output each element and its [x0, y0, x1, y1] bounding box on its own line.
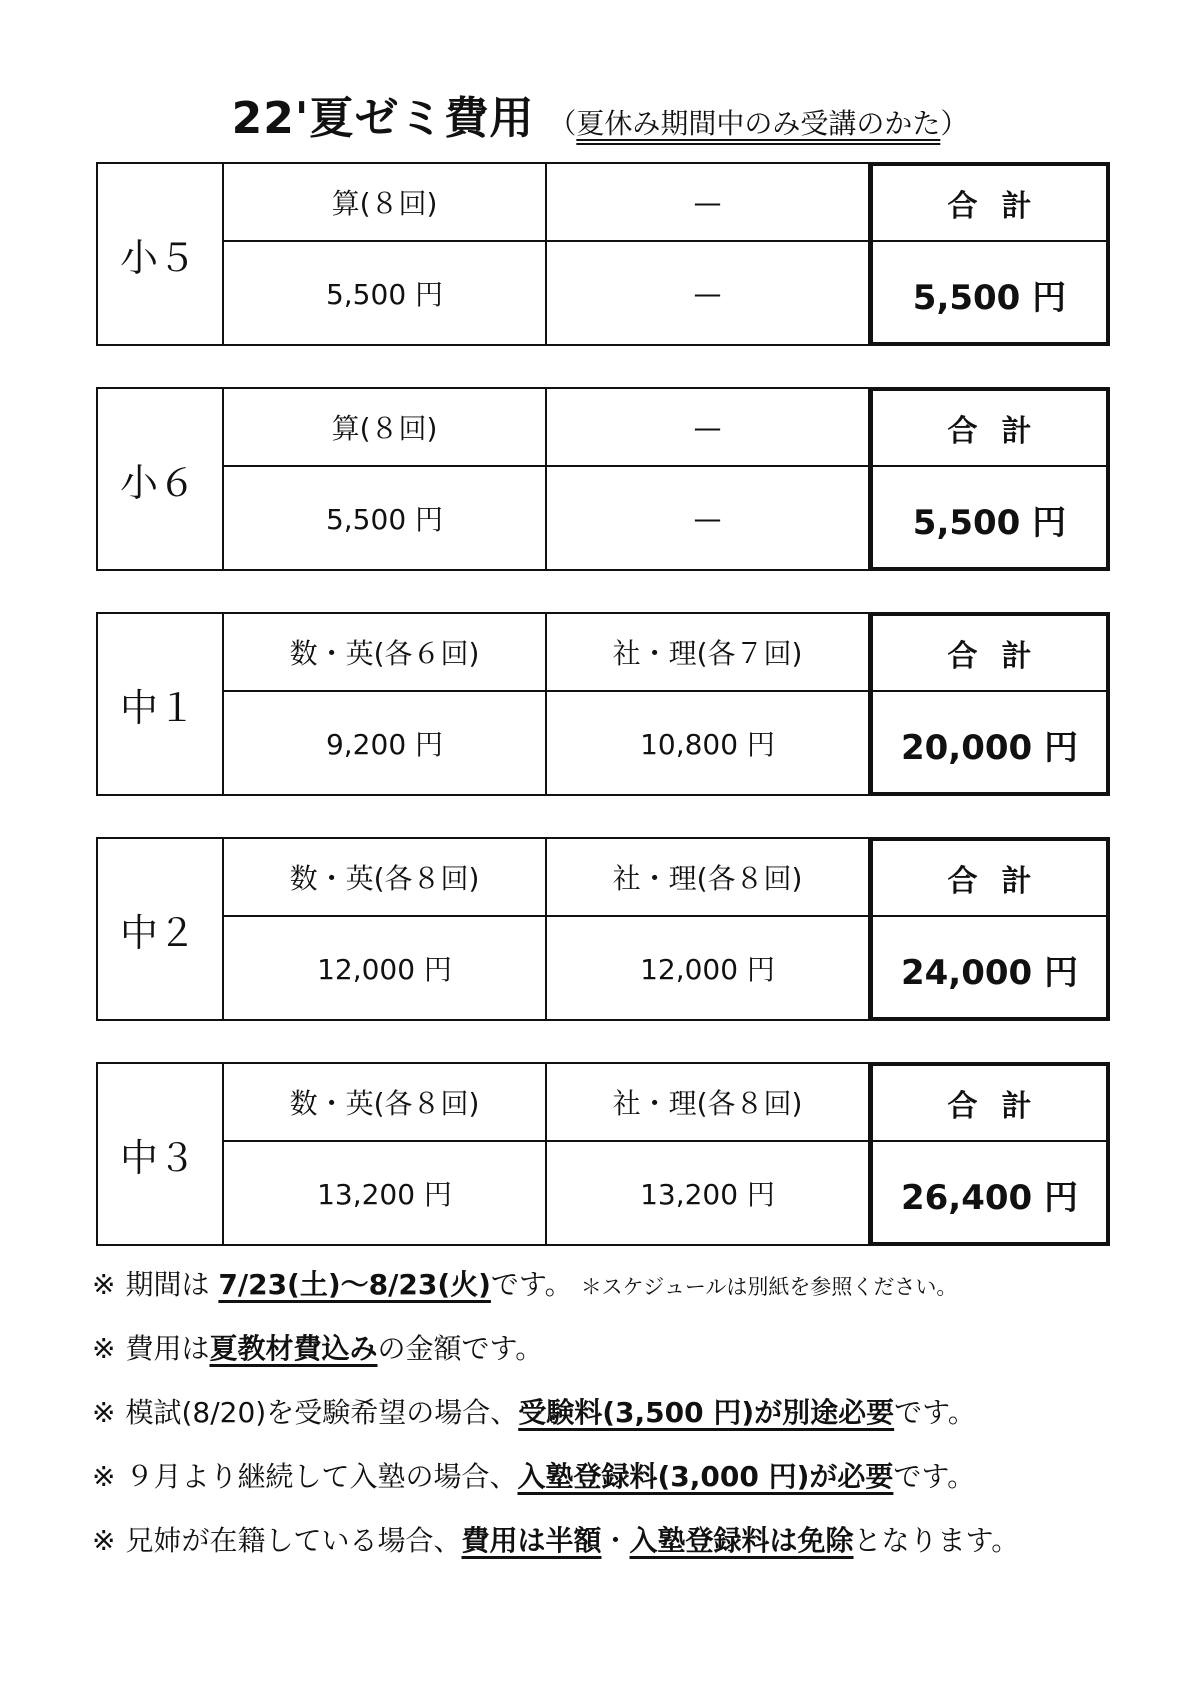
- subject-header-2: 社・理(各８回): [545, 837, 870, 917]
- note-text: の金額です。: [377, 1332, 544, 1365]
- subtitle-open-paren: （: [548, 107, 577, 140]
- total-box: [869, 1062, 1110, 1246]
- subject-fee-2: —: [545, 240, 870, 346]
- total-box: [869, 612, 1110, 796]
- total-label: 合計: [873, 166, 1106, 242]
- subject-fee-1: 5,500 円: [222, 465, 547, 571]
- grade-label: 小６: [96, 387, 222, 571]
- note-separator: ・: [601, 1524, 630, 1557]
- total-box: [869, 387, 1110, 571]
- note-text: です。: [490, 1268, 573, 1301]
- notes-list: [92, 1265, 1182, 1585]
- note-enrollment: [92, 1457, 1182, 1521]
- note-text: 兄姉が在籍している場合、: [125, 1524, 462, 1557]
- note-text: です。: [894, 1396, 976, 1429]
- note-small-text: ＊スケジュールは別紙を参照ください。: [580, 1275, 958, 1299]
- total-value: 5,500 円: [912, 277, 1067, 318]
- subject-header-2: —: [545, 387, 870, 467]
- subtitle-text: 夏休み期間中のみ受講のかた: [576, 107, 941, 140]
- note-highlight: 入塾登録料(3,000 円)が必要: [517, 1460, 894, 1493]
- note-mark: ※: [92, 1332, 116, 1365]
- grade-label: 中２: [96, 837, 222, 1021]
- fee-table-chu2: [96, 837, 1110, 1021]
- fee-table-sho5: [96, 162, 1110, 346]
- total-box: [869, 162, 1110, 346]
- note-sibling-discount: [92, 1521, 1182, 1585]
- total-box: [869, 837, 1110, 1021]
- subject-header-1: 数・英(各８回): [222, 1062, 547, 1142]
- note-highlight-2: 入塾登録料は免除: [629, 1524, 854, 1557]
- fee-table-chu3: [96, 1062, 1110, 1246]
- subject-header-2: 社・理(各８回): [545, 1062, 870, 1142]
- note-text: 模試(8/20)を受験希望の場合、: [125, 1396, 519, 1429]
- note-period: [92, 1265, 1182, 1329]
- subject-header-2: —: [545, 162, 870, 242]
- note-text: となります。: [853, 1524, 1020, 1557]
- grade-label: 中３: [96, 1062, 222, 1246]
- subject-fee-2: —: [545, 465, 870, 571]
- subject-fee-1: 13,200 円: [222, 1140, 547, 1246]
- total-label: 合計: [873, 841, 1106, 917]
- fee-table-sho6: [96, 387, 1110, 571]
- note-mark: ※: [92, 1524, 116, 1557]
- total-value: 26,400 円: [900, 1177, 1079, 1218]
- note-highlight: 費用は半額: [461, 1524, 602, 1557]
- subject-fee-2: 12,000 円: [545, 915, 870, 1021]
- grade-label: 小５: [96, 162, 222, 346]
- note-highlight: 受験料(3,500 円)が別途必要: [518, 1396, 895, 1429]
- subject-header-1: 算(８回): [222, 162, 547, 242]
- note-mark: ※: [92, 1396, 116, 1429]
- total-label: 合計: [873, 391, 1106, 467]
- subject-fee-2: 10,800 円: [545, 690, 870, 796]
- total-value: 24,000 円: [900, 952, 1079, 993]
- subtitle-close-paren: ）: [940, 107, 969, 140]
- subject-header-1: 数・英(各６回): [222, 612, 547, 692]
- title-subtitle: [548, 107, 968, 140]
- subject-fee-1: 5,500 円: [222, 240, 547, 346]
- fee-table-chu1: [96, 612, 1110, 796]
- note-highlight: 夏教材費込み: [209, 1332, 378, 1365]
- note-text: 費用は: [125, 1332, 210, 1365]
- subject-fee-1: 12,000 円: [222, 915, 547, 1021]
- total-label: 合計: [873, 1066, 1106, 1142]
- note-text: です。: [893, 1460, 976, 1493]
- page-title: [0, 82, 1200, 152]
- note-materials: [92, 1329, 1182, 1393]
- note-mark: ※: [92, 1268, 116, 1301]
- subject-header-2: 社・理(各７回): [545, 612, 870, 692]
- note-text: 期間は: [125, 1268, 219, 1301]
- subject-header-1: 数・英(各８回): [222, 837, 547, 917]
- note-text: ９月より継続して入塾の場合、: [125, 1460, 518, 1493]
- subject-fee-1: 9,200 円: [222, 690, 547, 796]
- note-mark: ※: [92, 1460, 116, 1493]
- subject-header-1: 算(８回): [222, 387, 547, 467]
- note-mock-exam: [92, 1393, 1182, 1457]
- grade-label: 中１: [96, 612, 222, 796]
- total-value: 20,000 円: [900, 727, 1079, 768]
- title-main: 22'夏ゼミ費用: [231, 93, 535, 144]
- total-label: 合計: [873, 616, 1106, 692]
- subject-fee-2: 13,200 円: [545, 1140, 870, 1246]
- total-value: 5,500 円: [912, 502, 1067, 543]
- note-highlight: 7/23(土)～8/23(火): [218, 1268, 491, 1301]
